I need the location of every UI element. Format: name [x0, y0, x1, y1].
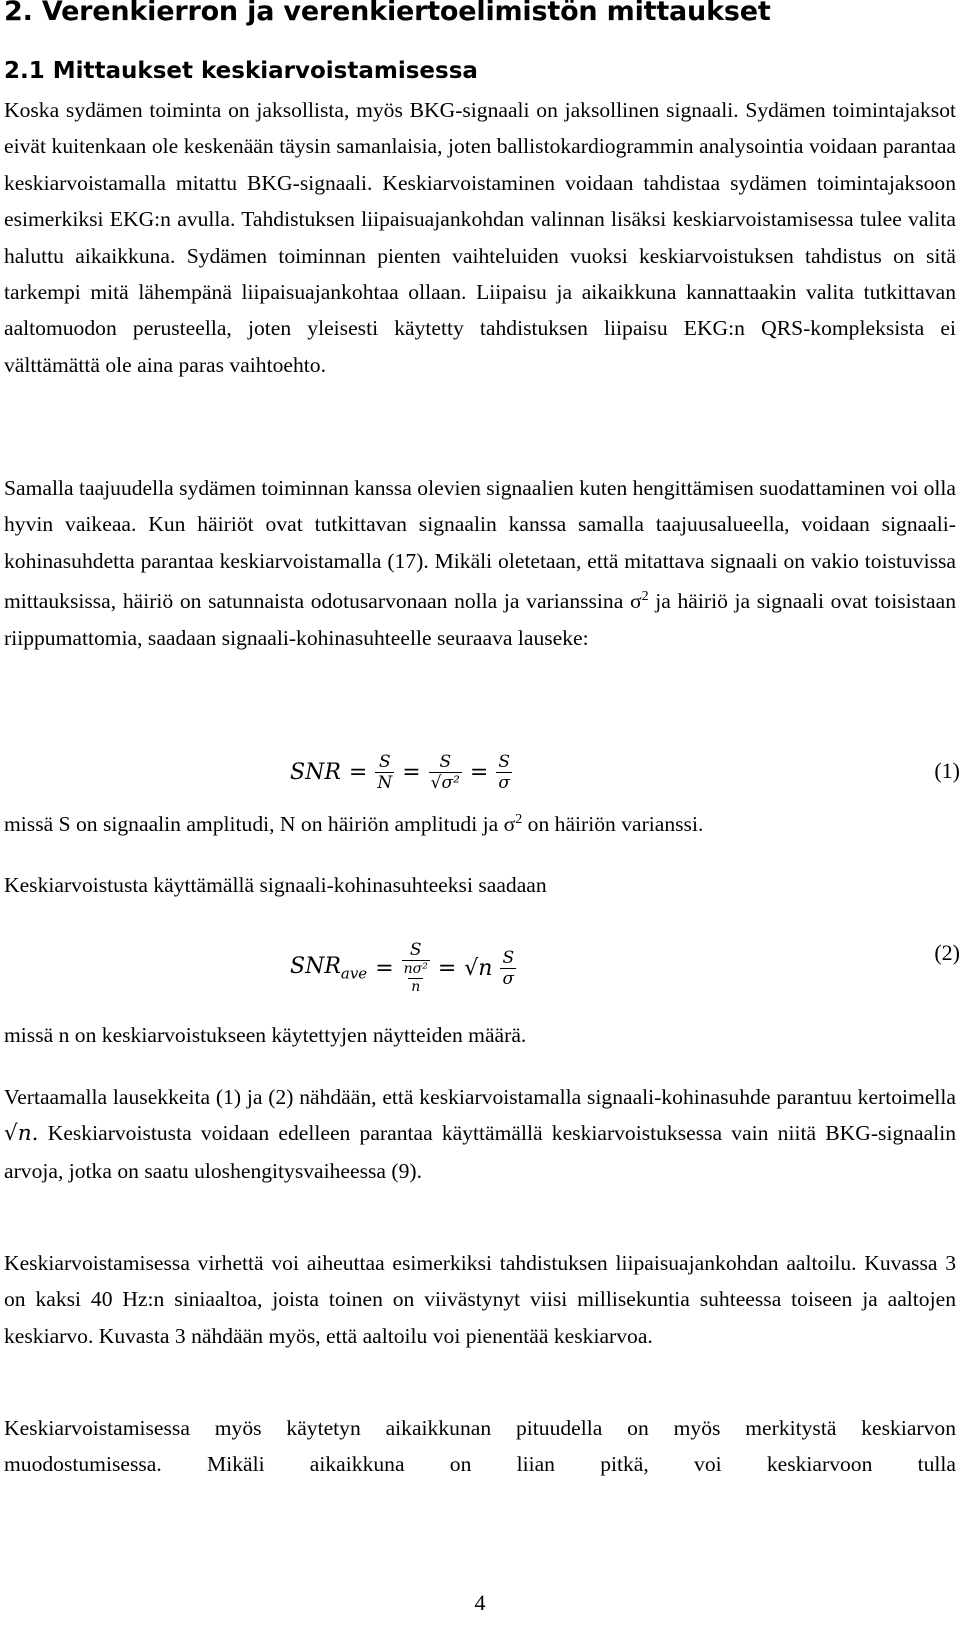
- superscript: 2: [515, 812, 523, 827]
- eq1-equals: =: [348, 759, 368, 785]
- eq2-f2-denominator: σ: [502, 968, 515, 989]
- equation-2-number: (2): [934, 940, 960, 965]
- eq1-f1-denominator: N: [377, 772, 393, 793]
- eq1-explanation: [4, 812, 703, 837]
- eq1-fraction-3: [496, 752, 512, 793]
- paragraph-3-text-a: Vertaamalla lausekkeita (1) ja (2) nähdään, että keskiarvoistamalla signaali-kohinasuhde parantuu kertoimella: [4, 1085, 956, 1109]
- page-number: 4: [474, 1590, 486, 1615]
- paragraph-3: [4, 1079, 956, 1189]
- superscript: 2: [641, 589, 649, 605]
- eq2-fraction-1: [402, 940, 430, 996]
- eq1-explanation-b: on häiriön varianssi.: [522, 812, 704, 837]
- section-heading: 2.1 Mittaukset keskiarvoistamisessa: [4, 58, 478, 84]
- eq2-f1-den-top: nσ²: [403, 961, 428, 977]
- chapter-heading: 2. Verenkierron ja verenkiertoelimistön mittaukset: [4, 0, 771, 27]
- eq1-f3-denominator: σ: [498, 772, 510, 793]
- eq2-sqrt-n: √n: [464, 955, 493, 981]
- eq2-f2-numerator: S: [502, 947, 515, 968]
- equation-1: [0, 742, 960, 802]
- eq2-equals: =: [375, 955, 394, 981]
- eq2-intro: Keskiarvoistusta käyttämällä signaali-kohinasuhteeksi saadaan: [4, 873, 547, 897]
- paragraph-4: Keskiarvoistamisessa virhettä voi aiheuttaa esimerkiksi tahdistuksen liipaisuajankohdan aaltoilu. Kuvassa 3 on kaksi 40 Hz:n siniaaltoa, joista toinen on viivästynyt viisi millisekuntia suhteessa toiseen ja aaltojen keskiarvo. Kuvasta 3 nähdään myös, että aaltoilu voi pienentää keskiarvoa.: [4, 1251, 956, 1348]
- eq1-explanation-a: missä S on signaalin amplitudi, N on häiriön amplitudi ja σ: [4, 812, 516, 837]
- paragraph-2-text-a: Samalla taajuudella sydämen toiminnan kanssa olevien signaalien kuten hengittämisen suodattaminen voi olla hyvin vaikeaa. Kun häiriöt ovat tutkittavan signaalin kanssa samalla taajuusalueella, voidaan signaali-kohinasuhdetta parantaa keskiarvoistamalla (17). Mikäli oletetaan, että mitattava signaali on vakio toistuvissa mittauksissa, häiriö on satunnaista odotusarvonaan nolla ja varianssina σ: [4, 476, 956, 614]
- eq2-explanation: missä n on keskiarvoistukseen käytettyjen näytteiden määrä.: [4, 1023, 527, 1047]
- paragraph-5: Keskiarvoistamisessa myös käytetyn aikaikkunan pituudella on myös merkitystä keskiarvon muodostumisessa. Mikäli aikaikkuna on liian pitkä, voi keskiarvoon tulla: [4, 1416, 956, 1477]
- eq2-f1-denominator: [402, 960, 430, 996]
- eq2-lhs: [290, 954, 367, 982]
- eq2-equals-2: =: [437, 955, 457, 981]
- eq2-lhs-main: SNR: [290, 953, 341, 979]
- sqrt-n: √n.: [4, 1121, 39, 1147]
- equation-2: [0, 928, 960, 1008]
- eq1-f2-denominator: √σ²: [430, 772, 460, 793]
- eq1-equals-3: =: [469, 759, 489, 785]
- eq1-f2-numerator: S: [439, 751, 452, 772]
- paragraph-2-text-b: ja häiriö ja signaali ovat toisistaan riippumattomia, saadaan signaali-kohinasuhteelle seuraava lauseke:: [4, 589, 956, 650]
- equation-1-number: (1): [934, 758, 960, 783]
- paragraph-2: [4, 470, 956, 656]
- eq1-fraction-2: [429, 752, 462, 793]
- eq2-fraction-2: [500, 948, 516, 989]
- eq1-lhs: SNR: [290, 759, 341, 785]
- eq1-fraction-1: [375, 752, 394, 793]
- eq2-f1-den-bottom: n: [408, 978, 423, 996]
- paragraph-3-text-b: Keskiarvoistusta voidaan edelleen parantaa käyttämällä keskiarvoistuksessa vain niitä BKG-signaalin arvoja, jotka on saatu uloshengitysvaiheessa (9).: [4, 1121, 956, 1183]
- paragraph-1: Koska sydämen toiminta on jaksollista, myös BKG-signaali on jaksollinen signaali. Sydämen toimintajaksot eivät kuitenkaan ole keskenään täysin samanlaisia, joten ballistokardiogrammin analysointia voidaan parantaa keskiarvoistamalla mitattu BKG-signaali. Keskiarvoistaminen voidaan tahdistaa sydämen toimintajaksoon esimerkiksi EKG:n avulla. Tahdistuksen liipaisuajankohdan valinnan lisäksi keskiarvoistamisessa tulee valita haluttu aikaikkuna. Sydämen toiminnan pienten vaihteluiden vuoksi keskiarvoistuksen tahdistus on sitä tarkempi mitä lähempänä liipaisuajankohtaa ollaan. Liipaisu ja aikaikkuna kannattaakin valita tutkittavan aaltomuodon perusteella, joten yleisesti käytetty tahdistuksen liipaisu EKG:n QRS-kompleksista ei välttämättä ole aina paras vaihtoehto.: [4, 98, 956, 377]
- eq1-f3-numerator: S: [498, 751, 510, 772]
- eq1-f1-numerator: S: [378, 751, 391, 772]
- eq1-equals-2: =: [402, 759, 421, 785]
- eq2-lhs-subscript: ave: [340, 964, 368, 983]
- eq2-f1-numerator: S: [409, 940, 422, 960]
